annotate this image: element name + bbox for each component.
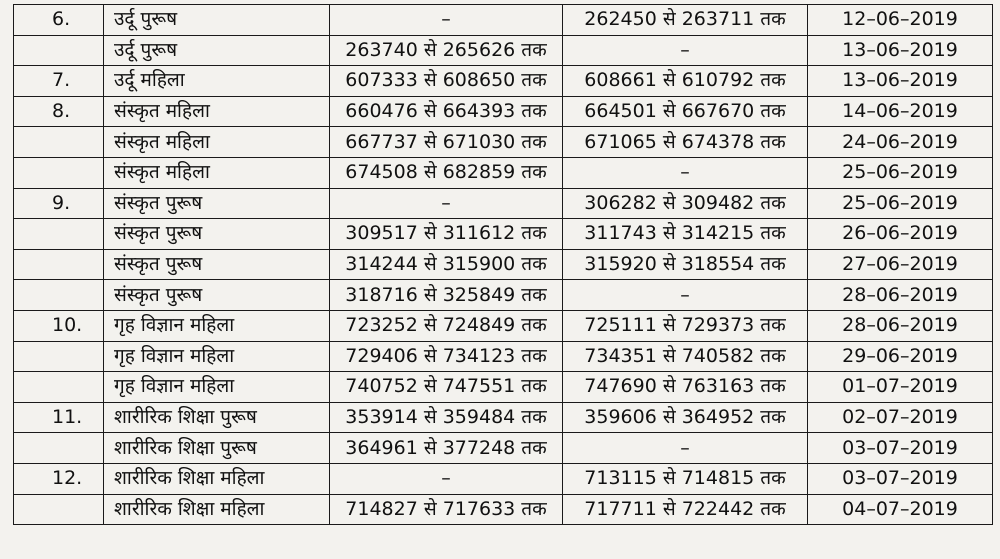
date-cell: 04–07–2019 <box>808 494 993 525</box>
date-cell: 13–06–2019 <box>808 66 993 97</box>
date-cell: 29–06–2019 <box>808 341 993 372</box>
date-cell: 12–06–2019 <box>808 5 993 36</box>
roll-range-2-cell: 315920 से 318554 तक <box>563 249 808 280</box>
roll-range-2-cell: 359606 से 364952 तक <box>563 402 808 433</box>
roll-range-2-cell: 747690 से 763163 तक <box>563 372 808 403</box>
subject-cell: संस्कृत पुरूष <box>104 249 330 280</box>
date-cell: 03–07–2019 <box>808 463 993 494</box>
roll-range-1-cell: 667737 से 671030 तक <box>330 127 563 158</box>
subject-cell: संस्कृत महिला <box>104 157 330 188</box>
serial-number-cell <box>14 494 104 525</box>
serial-number-cell <box>14 127 104 158</box>
subject-cell: संस्कृत पुरूष <box>104 280 330 311</box>
table-row <box>14 157 993 188</box>
serial-number-cell: 11. <box>14 402 104 433</box>
roll-range-1-cell: 660476 से 664393 तक <box>330 96 563 127</box>
table-row <box>14 35 993 66</box>
roll-range-1-cell: 714827 से 717633 तक <box>330 494 563 525</box>
serial-number-cell: 6. <box>14 5 104 36</box>
subject-cell: संस्कृत पुरूष <box>104 219 330 250</box>
serial-number-cell <box>14 341 104 372</box>
subject-cell: संस्कृत महिला <box>104 96 330 127</box>
roll-range-2-cell: – <box>563 35 808 66</box>
subject-cell: गृह विज्ञान महिला <box>104 372 330 403</box>
roll-range-1-cell: 674508 से 682859 तक <box>330 157 563 188</box>
subject-cell: उर्दू महिला <box>104 66 330 97</box>
table-row <box>14 463 993 494</box>
serial-number-cell <box>14 372 104 403</box>
serial-number-cell <box>14 280 104 311</box>
roll-range-2-cell: 306282 से 309482 तक <box>563 188 808 219</box>
table-row <box>14 127 993 158</box>
subject-cell: शारीरिक शिक्षा पुरूष <box>104 402 330 433</box>
table-row <box>14 372 993 403</box>
serial-number-cell: 12. <box>14 463 104 494</box>
date-cell: 27–06–2019 <box>808 249 993 280</box>
roll-range-1-cell: 318716 से 325849 तक <box>330 280 563 311</box>
roll-range-1-cell: 723252 से 724849 तक <box>330 310 563 341</box>
subject-cell: संस्कृत पुरूष <box>104 188 330 219</box>
date-cell: 28–06–2019 <box>808 280 993 311</box>
roll-range-2-cell: 608661 से 610792 तक <box>563 66 808 97</box>
roll-range-1-cell: – <box>330 5 563 36</box>
roll-range-1-cell: 607333 से 608650 तक <box>330 66 563 97</box>
roll-range-2-cell: – <box>563 433 808 464</box>
roll-range-2-cell: 671065 से 674378 तक <box>563 127 808 158</box>
serial-number-cell <box>14 249 104 280</box>
serial-number-cell: 7. <box>14 66 104 97</box>
roll-range-2-cell: 262450 से 263711 तक <box>563 5 808 36</box>
date-cell: 02–07–2019 <box>808 402 993 433</box>
subject-cell: शारीरिक शिक्षा पुरूष <box>104 433 330 464</box>
roll-range-2-cell: 664501 से 667670 तक <box>563 96 808 127</box>
roll-range-1-cell: 364961 से 377248 तक <box>330 433 563 464</box>
table-row <box>14 494 993 525</box>
table-row <box>14 96 993 127</box>
subject-cell: शारीरिक शिक्षा महिला <box>104 494 330 525</box>
date-cell: 03–07–2019 <box>808 433 993 464</box>
serial-number-cell <box>14 433 104 464</box>
roll-range-1-cell: 740752 से 747551 तक <box>330 372 563 403</box>
roll-range-2-cell: 734351 से 740582 तक <box>563 341 808 372</box>
roll-range-1-cell: 729406 से 734123 तक <box>330 341 563 372</box>
serial-number-cell: 8. <box>14 96 104 127</box>
date-cell: 26–06–2019 <box>808 219 993 250</box>
date-cell: 01–07–2019 <box>808 372 993 403</box>
subject-cell: शारीरिक शिक्षा महिला <box>104 463 330 494</box>
serial-number-cell <box>14 157 104 188</box>
roll-range-1-cell: 263740 से 265626 तक <box>330 35 563 66</box>
table-row <box>14 280 993 311</box>
schedule-table <box>13 4 993 525</box>
roll-range-2-cell: – <box>563 280 808 311</box>
roll-range-2-cell: 311743 से 314215 तक <box>563 219 808 250</box>
schedule-table-body <box>14 5 993 525</box>
serial-number-cell: 10. <box>14 310 104 341</box>
date-cell: 13–06–2019 <box>808 35 993 66</box>
table-row <box>14 310 993 341</box>
table-row <box>14 249 993 280</box>
serial-number-cell <box>14 35 104 66</box>
serial-number-cell <box>14 219 104 250</box>
date-cell: 14–06–2019 <box>808 96 993 127</box>
serial-number-cell: 9. <box>14 188 104 219</box>
subject-cell: गृह विज्ञान महिला <box>104 310 330 341</box>
subject-cell: गृह विज्ञान महिला <box>104 341 330 372</box>
roll-range-1-cell: 314244 से 315900 तक <box>330 249 563 280</box>
roll-range-2-cell: 717711 से 722442 तक <box>563 494 808 525</box>
table-row <box>14 433 993 464</box>
roll-range-2-cell: – <box>563 157 808 188</box>
table-row <box>14 402 993 433</box>
table-row <box>14 341 993 372</box>
date-cell: 28–06–2019 <box>808 310 993 341</box>
roll-range-2-cell: 713115 से 714815 तक <box>563 463 808 494</box>
roll-range-1-cell: 309517 से 311612 तक <box>330 219 563 250</box>
roll-range-1-cell: 353914 से 359484 तक <box>330 402 563 433</box>
roll-range-2-cell: 725111 से 729373 तक <box>563 310 808 341</box>
date-cell: 25–06–2019 <box>808 188 993 219</box>
table-row <box>14 188 993 219</box>
subject-cell: संस्कृत महिला <box>104 127 330 158</box>
table-row <box>14 66 993 97</box>
table-row <box>14 219 993 250</box>
date-cell: 24–06–2019 <box>808 127 993 158</box>
subject-cell: उर्दू पुरूष <box>104 35 330 66</box>
subject-cell: उर्दू पुरूष <box>104 5 330 36</box>
roll-range-1-cell: – <box>330 463 563 494</box>
table-row <box>14 5 993 36</box>
roll-range-1-cell: – <box>330 188 563 219</box>
date-cell: 25–06–2019 <box>808 157 993 188</box>
